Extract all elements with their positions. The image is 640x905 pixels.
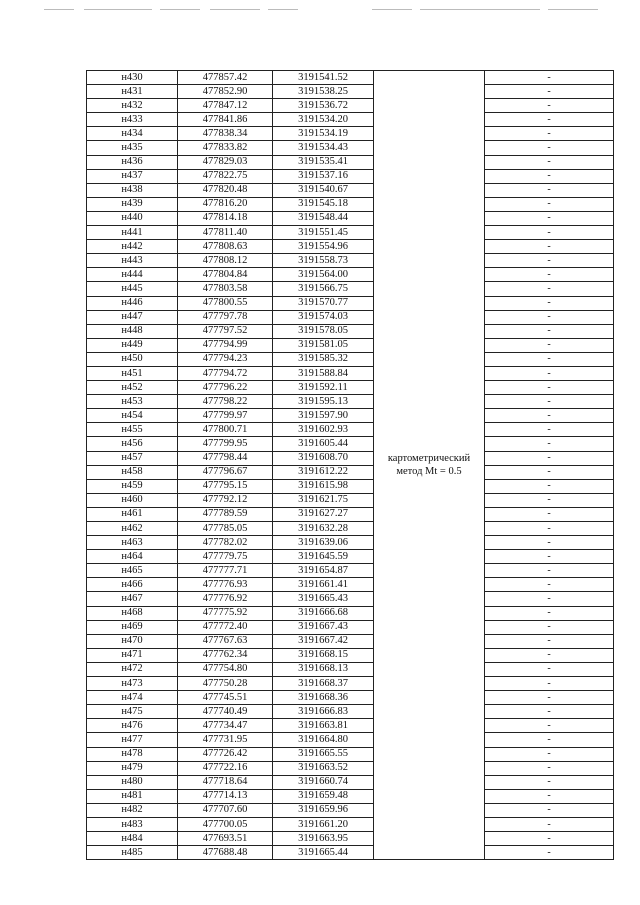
x-coordinate-cell: 477796.67 (178, 465, 273, 479)
description-cell: - (485, 691, 614, 705)
y-coordinate-cell: 3191545.18 (273, 197, 374, 211)
point-id-cell: н462 (87, 522, 178, 536)
y-coordinate-cell: 3191548.44 (273, 211, 374, 225)
point-id-cell: н468 (87, 606, 178, 620)
point-id-cell: н439 (87, 197, 178, 211)
description-cell: - (485, 846, 614, 860)
description-cell: - (485, 268, 614, 282)
table-row (87, 606, 614, 620)
description-cell: - (485, 366, 614, 380)
x-coordinate-cell: 477782.02 (178, 536, 273, 550)
y-coordinate-cell: 3191659.48 (273, 789, 374, 803)
table-row (87, 747, 614, 761)
description-cell: - (485, 620, 614, 634)
point-id-cell: н478 (87, 747, 178, 761)
y-coordinate-cell: 3191615.98 (273, 479, 374, 493)
point-id-cell: н477 (87, 733, 178, 747)
point-id-cell: н437 (87, 169, 178, 183)
y-coordinate-cell: 3191541.52 (273, 71, 374, 85)
y-coordinate-cell: 3191661.41 (273, 578, 374, 592)
y-coordinate-cell: 3191663.81 (273, 719, 374, 733)
x-coordinate-cell: 477847.12 (178, 99, 273, 113)
table-row (87, 254, 614, 268)
x-coordinate-cell: 477811.40 (178, 226, 273, 240)
y-coordinate-cell: 3191592.11 (273, 381, 374, 395)
description-cell: - (485, 747, 614, 761)
y-coordinate-cell: 3191537.16 (273, 169, 374, 183)
x-coordinate-cell: 477852.90 (178, 85, 273, 99)
description-cell: - (485, 550, 614, 564)
point-id-cell: н472 (87, 662, 178, 676)
point-id-cell: н454 (87, 409, 178, 423)
x-coordinate-cell: 477841.86 (178, 113, 273, 127)
point-id-cell: н451 (87, 366, 178, 380)
table-row (87, 282, 614, 296)
y-coordinate-cell: 3191554.96 (273, 240, 374, 254)
description-cell: - (485, 662, 614, 676)
x-coordinate-cell: 477740.49 (178, 705, 273, 719)
table-row (87, 352, 614, 366)
point-id-cell: н466 (87, 578, 178, 592)
point-id-cell: н435 (87, 141, 178, 155)
y-coordinate-cell: 3191665.43 (273, 592, 374, 606)
point-id-cell: н453 (87, 395, 178, 409)
method-accuracy: метод Mt = 0.5 (396, 466, 462, 478)
y-coordinate-cell: 3191535.41 (273, 155, 374, 169)
point-id-cell: н484 (87, 832, 178, 846)
point-id-cell: н460 (87, 493, 178, 507)
y-coordinate-cell: 3191666.83 (273, 705, 374, 719)
coordinates-table (86, 70, 614, 860)
point-id-cell: н444 (87, 268, 178, 282)
description-cell: - (485, 85, 614, 99)
point-id-cell: н459 (87, 479, 178, 493)
y-coordinate-cell: 3191578.05 (273, 324, 374, 338)
table-row (87, 677, 614, 691)
y-coordinate-cell: 3191602.93 (273, 423, 374, 437)
description-cell: - (485, 592, 614, 606)
description-cell: - (485, 817, 614, 831)
description-cell: - (485, 282, 614, 296)
y-coordinate-cell: 3191632.28 (273, 522, 374, 536)
description-cell: - (485, 423, 614, 437)
table-row (87, 493, 614, 507)
table-row (87, 296, 614, 310)
y-coordinate-cell: 3191663.52 (273, 761, 374, 775)
description-cell: - (485, 197, 614, 211)
point-id-cell: н458 (87, 465, 178, 479)
point-id-cell: н434 (87, 127, 178, 141)
point-id-cell: н465 (87, 564, 178, 578)
y-coordinate-cell: 3191668.15 (273, 648, 374, 662)
y-coordinate-cell: 3191660.74 (273, 775, 374, 789)
y-coordinate-cell: 3191668.36 (273, 691, 374, 705)
table-row (87, 803, 614, 817)
y-coordinate-cell: 3191664.80 (273, 733, 374, 747)
y-coordinate-cell: 3191536.72 (273, 99, 374, 113)
table-row (87, 648, 614, 662)
point-id-cell: н438 (87, 183, 178, 197)
description-cell: - (485, 169, 614, 183)
description-cell: - (485, 803, 614, 817)
description-cell: - (485, 705, 614, 719)
description-cell: - (485, 296, 614, 310)
table-row (87, 620, 614, 634)
point-id-cell: н452 (87, 381, 178, 395)
point-id-cell: н461 (87, 507, 178, 521)
y-coordinate-cell: 3191654.87 (273, 564, 374, 578)
x-coordinate-cell: 477722.16 (178, 761, 273, 775)
table-row (87, 719, 614, 733)
point-id-cell: н483 (87, 817, 178, 831)
point-id-cell: н450 (87, 352, 178, 366)
point-id-cell: н475 (87, 705, 178, 719)
point-id-cell: н471 (87, 648, 178, 662)
table-row (87, 817, 614, 831)
description-cell: - (485, 564, 614, 578)
x-coordinate-cell: 477804.84 (178, 268, 273, 282)
coordinates-table-body (87, 71, 614, 860)
point-id-cell: н432 (87, 99, 178, 113)
table-row (87, 211, 614, 225)
table-row (87, 564, 614, 578)
y-coordinate-cell: 3191581.05 (273, 338, 374, 352)
x-coordinate-cell: 477776.92 (178, 592, 273, 606)
y-coordinate-cell: 3191595.13 (273, 395, 374, 409)
y-coordinate-cell: 3191566.75 (273, 282, 374, 296)
x-coordinate-cell: 477779.75 (178, 550, 273, 564)
point-id-cell: н470 (87, 634, 178, 648)
description-cell: - (485, 310, 614, 324)
y-coordinate-cell: 3191558.73 (273, 254, 374, 268)
description-cell: - (485, 395, 614, 409)
x-coordinate-cell: 477789.59 (178, 507, 273, 521)
table-row (87, 197, 614, 211)
y-coordinate-cell: 3191574.03 (273, 310, 374, 324)
description-cell: - (485, 409, 614, 423)
table-row (87, 522, 614, 536)
table-row (87, 451, 614, 465)
point-id-cell: н457 (87, 451, 178, 465)
table-row (87, 423, 614, 437)
point-id-cell: н480 (87, 775, 178, 789)
x-coordinate-cell: 477838.34 (178, 127, 273, 141)
table-row (87, 846, 614, 860)
point-id-cell: н485 (87, 846, 178, 860)
y-coordinate-cell: 3191612.22 (273, 465, 374, 479)
y-coordinate-cell: 3191639.06 (273, 536, 374, 550)
y-coordinate-cell: 3191605.44 (273, 437, 374, 451)
table-row (87, 437, 614, 451)
x-coordinate-cell: 477794.23 (178, 352, 273, 366)
description-cell: - (485, 761, 614, 775)
description-cell: - (485, 578, 614, 592)
description-cell: - (485, 789, 614, 803)
x-coordinate-cell: 477754.80 (178, 662, 273, 676)
x-coordinate-cell: 477800.71 (178, 423, 273, 437)
description-cell: - (485, 648, 614, 662)
table-row (87, 395, 614, 409)
point-id-cell: н456 (87, 437, 178, 451)
y-coordinate-cell: 3191534.19 (273, 127, 374, 141)
point-id-cell: н479 (87, 761, 178, 775)
table-row (87, 536, 614, 550)
table-row (87, 338, 614, 352)
x-coordinate-cell: 477792.12 (178, 493, 273, 507)
y-coordinate-cell: 3191668.37 (273, 677, 374, 691)
table-row (87, 789, 614, 803)
x-coordinate-cell: 477714.13 (178, 789, 273, 803)
description-cell: - (485, 493, 614, 507)
x-coordinate-cell: 477795.15 (178, 479, 273, 493)
method-name: картометрический (387, 453, 471, 465)
description-cell: - (485, 634, 614, 648)
description-cell: - (485, 507, 614, 521)
x-coordinate-cell: 477707.60 (178, 803, 273, 817)
table-row (87, 592, 614, 606)
table-row (87, 733, 614, 747)
x-coordinate-cell: 477693.51 (178, 832, 273, 846)
x-coordinate-cell: 477700.05 (178, 817, 273, 831)
table-row (87, 832, 614, 846)
page-top-scan-line (0, 0, 640, 16)
x-coordinate-cell: 477808.63 (178, 240, 273, 254)
point-id-cell: н441 (87, 226, 178, 240)
description-cell: - (485, 733, 614, 747)
x-coordinate-cell: 477734.47 (178, 719, 273, 733)
y-coordinate-cell: 3191588.84 (273, 366, 374, 380)
x-coordinate-cell: 477777.71 (178, 564, 273, 578)
y-coordinate-cell: 3191564.00 (273, 268, 374, 282)
y-coordinate-cell: 3191665.44 (273, 846, 374, 860)
table-row (87, 761, 614, 775)
y-coordinate-cell: 3191621.75 (273, 493, 374, 507)
y-coordinate-cell: 3191570.77 (273, 296, 374, 310)
table-row (87, 155, 614, 169)
point-id-cell: н463 (87, 536, 178, 550)
x-coordinate-cell: 477718.64 (178, 775, 273, 789)
x-coordinate-cell: 477800.55 (178, 296, 273, 310)
x-coordinate-cell: 477808.12 (178, 254, 273, 268)
description-cell: - (485, 465, 614, 479)
description-cell: - (485, 240, 614, 254)
y-coordinate-cell: 3191627.27 (273, 507, 374, 521)
x-coordinate-cell: 477797.52 (178, 324, 273, 338)
y-coordinate-cell: 3191667.43 (273, 620, 374, 634)
x-coordinate-cell: 477688.48 (178, 846, 273, 860)
description-cell: - (485, 141, 614, 155)
x-coordinate-cell: 477726.42 (178, 747, 273, 761)
description-cell: - (485, 127, 614, 141)
description-cell: - (485, 437, 614, 451)
x-coordinate-cell: 477785.05 (178, 522, 273, 536)
point-id-cell: н449 (87, 338, 178, 352)
table-row (87, 578, 614, 592)
table-row (87, 226, 614, 240)
point-id-cell: н482 (87, 803, 178, 817)
x-coordinate-cell: 477798.22 (178, 395, 273, 409)
x-coordinate-cell: 477775.92 (178, 606, 273, 620)
y-coordinate-cell: 3191667.42 (273, 634, 374, 648)
point-id-cell: н464 (87, 550, 178, 564)
description-cell: - (485, 71, 614, 85)
table-row (87, 507, 614, 521)
x-coordinate-cell: 477816.20 (178, 197, 273, 211)
table-row (87, 240, 614, 254)
point-id-cell: н433 (87, 113, 178, 127)
point-id-cell: н469 (87, 620, 178, 634)
x-coordinate-cell: 477814.18 (178, 211, 273, 225)
description-cell: - (485, 338, 614, 352)
y-coordinate-cell: 3191597.90 (273, 409, 374, 423)
x-coordinate-cell: 477794.99 (178, 338, 273, 352)
x-coordinate-cell: 477776.93 (178, 578, 273, 592)
x-coordinate-cell: 477794.72 (178, 366, 273, 380)
point-id-cell: н481 (87, 789, 178, 803)
description-cell: - (485, 381, 614, 395)
x-coordinate-cell: 477829.03 (178, 155, 273, 169)
description-cell: - (485, 99, 614, 113)
table-row (87, 113, 614, 127)
y-coordinate-cell: 3191608.70 (273, 451, 374, 465)
point-id-cell: н455 (87, 423, 178, 437)
x-coordinate-cell: 477820.48 (178, 183, 273, 197)
y-coordinate-cell: 3191668.13 (273, 662, 374, 676)
description-cell: - (485, 719, 614, 733)
description-cell: - (485, 536, 614, 550)
point-id-cell: н440 (87, 211, 178, 225)
x-coordinate-cell: 477797.78 (178, 310, 273, 324)
point-id-cell: н467 (87, 592, 178, 606)
table-row (87, 775, 614, 789)
y-coordinate-cell: 3191663.95 (273, 832, 374, 846)
table-row (87, 141, 614, 155)
table-row (87, 99, 614, 113)
table-row (87, 550, 614, 564)
y-coordinate-cell: 3191534.20 (273, 113, 374, 127)
table-row (87, 366, 614, 380)
y-coordinate-cell: 3191661.20 (273, 817, 374, 831)
y-coordinate-cell: 3191540.67 (273, 183, 374, 197)
x-coordinate-cell: 477822.75 (178, 169, 273, 183)
table-row (87, 268, 614, 282)
point-id-cell: н430 (87, 71, 178, 85)
point-id-cell: н473 (87, 677, 178, 691)
table-row (87, 127, 614, 141)
description-cell: - (485, 677, 614, 691)
x-coordinate-cell: 477745.51 (178, 691, 273, 705)
point-id-cell: н431 (87, 85, 178, 99)
x-coordinate-cell: 477772.40 (178, 620, 273, 634)
x-coordinate-cell: 477750.28 (178, 677, 273, 691)
y-coordinate-cell: 3191645.59 (273, 550, 374, 564)
description-cell: - (485, 606, 614, 620)
x-coordinate-cell: 477767.63 (178, 634, 273, 648)
x-coordinate-cell: 477799.95 (178, 437, 273, 451)
y-coordinate-cell: 3191538.25 (273, 85, 374, 99)
y-coordinate-cell: 3191659.96 (273, 803, 374, 817)
description-cell: - (485, 183, 614, 197)
description-cell: - (485, 254, 614, 268)
description-cell: - (485, 226, 614, 240)
description-cell: - (485, 352, 614, 366)
point-id-cell: н447 (87, 310, 178, 324)
x-coordinate-cell: 477799.97 (178, 409, 273, 423)
description-cell: - (485, 775, 614, 789)
x-coordinate-cell: 477762.34 (178, 648, 273, 662)
description-cell: - (485, 479, 614, 493)
description-cell: - (485, 324, 614, 338)
table-row (87, 479, 614, 493)
table-row (87, 691, 614, 705)
table-row (87, 169, 614, 183)
table-row (87, 183, 614, 197)
description-cell: - (485, 113, 614, 127)
y-coordinate-cell: 3191585.32 (273, 352, 374, 366)
point-id-cell: н436 (87, 155, 178, 169)
y-coordinate-cell: 3191534.43 (273, 141, 374, 155)
table-row (87, 705, 614, 719)
point-id-cell: н476 (87, 719, 178, 733)
table-row (87, 634, 614, 648)
table-row (87, 324, 614, 338)
point-id-cell: н445 (87, 282, 178, 296)
x-coordinate-cell: 477833.82 (178, 141, 273, 155)
y-coordinate-cell: 3191666.68 (273, 606, 374, 620)
x-coordinate-cell: 477798.44 (178, 451, 273, 465)
point-id-cell: н446 (87, 296, 178, 310)
point-id-cell: н474 (87, 691, 178, 705)
description-cell: - (485, 211, 614, 225)
table-row (87, 465, 614, 479)
point-id-cell: н442 (87, 240, 178, 254)
y-coordinate-cell: 3191665.55 (273, 747, 374, 761)
description-cell: - (485, 522, 614, 536)
table-row (87, 71, 614, 85)
point-id-cell: н448 (87, 324, 178, 338)
table-row (87, 381, 614, 395)
x-coordinate-cell: 477796.22 (178, 381, 273, 395)
method-cell (374, 71, 485, 860)
y-coordinate-cell: 3191551.45 (273, 226, 374, 240)
point-id-cell: н443 (87, 254, 178, 268)
description-cell: - (485, 451, 614, 465)
table-row (87, 85, 614, 99)
table-row (87, 310, 614, 324)
description-cell: - (485, 155, 614, 169)
x-coordinate-cell: 477857.42 (178, 71, 273, 85)
table-row (87, 662, 614, 676)
table-row (87, 409, 614, 423)
description-cell: - (485, 832, 614, 846)
x-coordinate-cell: 477731.95 (178, 733, 273, 747)
x-coordinate-cell: 477803.58 (178, 282, 273, 296)
